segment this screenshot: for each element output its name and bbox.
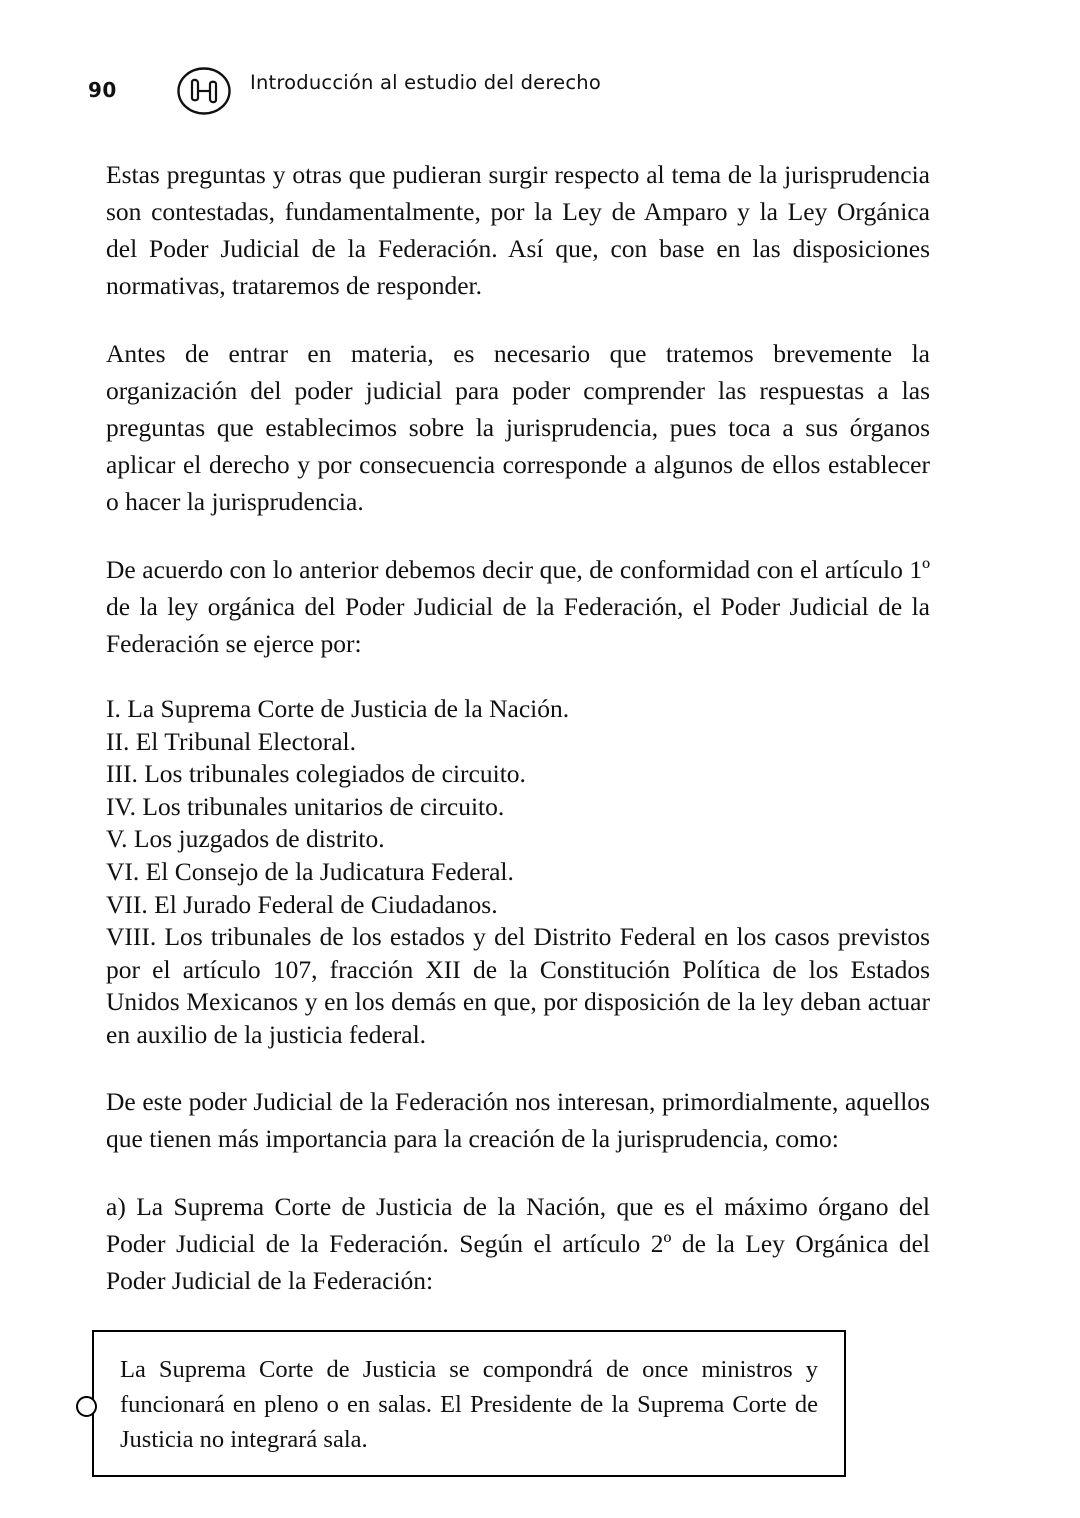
circle-marker-icon: [76, 1396, 97, 1417]
list-item: VI. El Consejo de la Judicatura Federal.: [106, 856, 514, 886]
judicial-branch-list: [106, 693, 930, 1052]
page-header: [88, 62, 992, 122]
list-item: VII. El Jurado Federal de Ciudadanos.: [106, 889, 498, 919]
paragraph-3: De acuerdo con lo anterior debemos decir que, de conformidad con el artículo 1º de la ley orgánica del Poder Judicial de la Federación, el Poder Judicial de la Federación se ejerce por:: [106, 555, 930, 658]
quote-box: [92, 1330, 846, 1477]
quote-text: La Suprema Corte de Justicia se compondrá de once ministros y funcionará en pleno o en salas. El Presidente de la Suprema Corte de Justicia no integrará sala.: [120, 1355, 818, 1453]
list-item: II. El Tribunal Electoral.: [106, 726, 356, 756]
paragraph-1: Estas preguntas y otras que pudieran surgir respecto al tema de la jurisprudencia son contestadas, fundamentalmente, por la Ley de Amparo y la Ley Orgánica del Poder Judicial de la Federación. Así que, con base en las disposiciones normativas, trataremos de responder.: [106, 160, 930, 300]
page-number: 90: [88, 78, 117, 102]
paragraph-4: De este poder Judicial de la Federación nos interesan, primordialmente, aquellos que tienen más importancia para la creación de la jurisprudencia, como:: [106, 1086, 930, 1153]
list-item: III. Los tribunales colegiados de circuito.: [106, 759, 526, 789]
book-circle-icon: [176, 64, 232, 118]
list-item: V. Los juzgados de distrito.: [106, 824, 385, 854]
running-head: Introducción al estudio del derecho: [250, 71, 601, 94]
quote-callout: [106, 1330, 930, 1477]
list-item: I. La Suprema Corte de Justicia de la Nación.: [106, 694, 570, 723]
paragraph-5: a) La Suprema Corte de Justicia de la Nación, que es el máximo órgano del Poder Judicial de la Federación. Según el artículo 2º de la Ley Orgánica del Poder Judicial de la Federación:: [106, 1191, 930, 1295]
list-item: VIII. Los tribunales de los estados y del Distrito Federal en los casos previstos por el artículo 107, fracción XII de la Constitución Política de los Estados Unidos Mexicanos y en los demás en que, por disposición de la ley deban actuar en auxilio de la justicia federal.: [106, 922, 930, 1049]
paragraph-2: Antes de entrar en materia, es necesario que tratemos brevemente la organización del poder judicial para poder comprender las respuestas a las preguntas que establecimos sobre la jurisprudencia, pues toca a sus órganos aplicar el derecho y por consecuencia corresponde a algunos de ellos establecer o hacer la jurisprudencia.: [106, 339, 930, 516]
page-body: [106, 156, 930, 1477]
list-item: IV. Los tribunales unitarios de circuito.: [106, 791, 505, 821]
